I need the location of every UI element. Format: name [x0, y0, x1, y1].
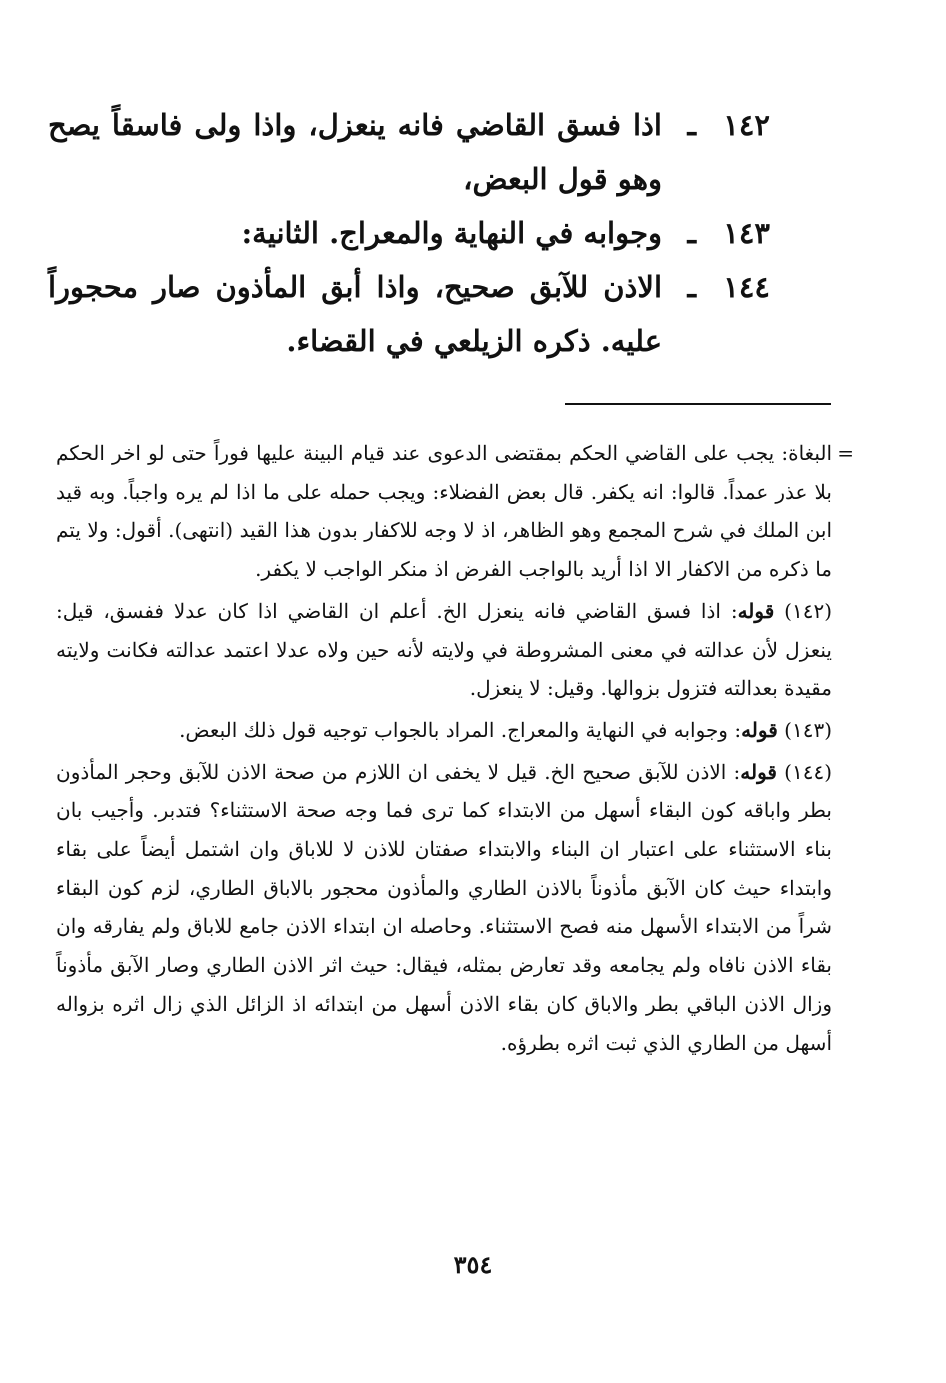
item-number: ١٤٢ — [723, 108, 770, 142]
item-text: وجوابه في النهاية والمعراج. الثانية: — [241, 216, 662, 250]
continuation-marker: = — [837, 441, 854, 465]
item-text: اذا فسق القاضي فانه ينعزل، واذا ولى فاسقاً يصح وهو قول البعض، — [48, 108, 662, 196]
footnote-lead: قوله — [741, 717, 778, 742]
item-text: الاذن للآبق صحيح، واذا أبق المأذون صار محجوراً عليه. ذكره الزيلعي في القضاء. — [48, 270, 662, 358]
main-item-144 — [48, 260, 770, 368]
item-dash: ـ — [687, 216, 696, 250]
footnote-142 — [56, 592, 832, 708]
item-dash: ـ — [687, 108, 696, 142]
main-text — [48, 98, 770, 368]
item-number: ١٤٤ — [723, 270, 770, 304]
footnote-ref: (١٤٣) — [784, 717, 832, 742]
footnotes — [56, 434, 854, 1065]
footnote-lead: قوله — [737, 598, 775, 623]
footnote-text: : الاذن للآبق صحيح الخ. قيل لا يخفى ان اللازم من صحة الاذن للآبق وحجر المأذون بطر واباقه كون البقاء أسهل من الابتداء كما ترى فما وجه صحة الاستثناء؟ فتدبر. وأجيب بان بناء الاستثناء على اعتبار ان البناء والابتداء صفتان للاذن لا للاباق وان اشتمل أيضاً على بقاء وابتداء حيث كان الآبق مأذوناً بالاذن الطاري والمأذون محجور بالاباق الطاري، لزم كون البقاء شراً من الابتداء الأسهل منه فصح الاستثناء. وحاصله ان ابتداء الاذن جامع للاباق ولم يفارقه وان بقاء الاذن نافاه ولم يجامعه وقد تعارض بمثله، فيقال: حيث اثر الاذن الطاري وصار الآبق مأذوناً وزال الاذن الباقي بطر والاباق كان بقاء الاذن أسهل من ابتدائه اذ الزائل الذي زال اثره بزواله أسهل من الطاري الذي ثبت اثره بطرؤه. — [56, 759, 833, 1055]
footnote-lead: قوله — [740, 759, 777, 784]
footnote-text: : اذا فسق القاضي فانه ينعزل الخ. أعلم ان القاضي اذا كان عدلا ففسق، قيل: ينعزل لأن عدالته في معنى المشروطة في ولايته لأنه حين ولاه عدلا اعتمد عدالته فكانت ولايته مقيدة بعدالته فتزول بزوالها. وقيل: لا ينعزل. — [56, 598, 832, 701]
item-dash: ـ — [687, 270, 696, 304]
main-item-142 — [48, 98, 770, 206]
main-item-143 — [48, 206, 770, 260]
footnote-separator — [565, 403, 831, 405]
footnote-143 — [56, 711, 832, 750]
continuation-text: البغاة: يجب على القاضي الحكم بمقتضى الدعوى عند قيام البينة عليها فوراً حتى لو اخر الحكم بلا عذر عمداً. قالوا: انه يكفر. قال بعض الفضلاء: ويجب حمله على ما اذا لم يره واجباً. وبه قيد ابن الملك في شرح المجمع وهو الظاهر، اذ لا وجه للاكفار بدون هذا القيد (انتهى). أقول: ولا يتم ما ذكره من الاكفار الا اذا أريد بالواجب الفرض اذ منكر الواجب لا يكفر. — [56, 441, 833, 582]
footnote-ref: (١٤٢) — [784, 598, 833, 623]
footnote-ref: (١٤٤) — [784, 759, 833, 784]
footnote-text: : وجوابه في النهاية والمعراج. المراد بالجواب توجيه قول ذلك البعض. — [179, 717, 742, 742]
footnote-144 — [56, 753, 832, 1063]
footnote-continuation — [56, 434, 854, 589]
page-number: ٣٥٤ — [453, 1250, 493, 1279]
item-number: ١٤٣ — [723, 216, 770, 250]
